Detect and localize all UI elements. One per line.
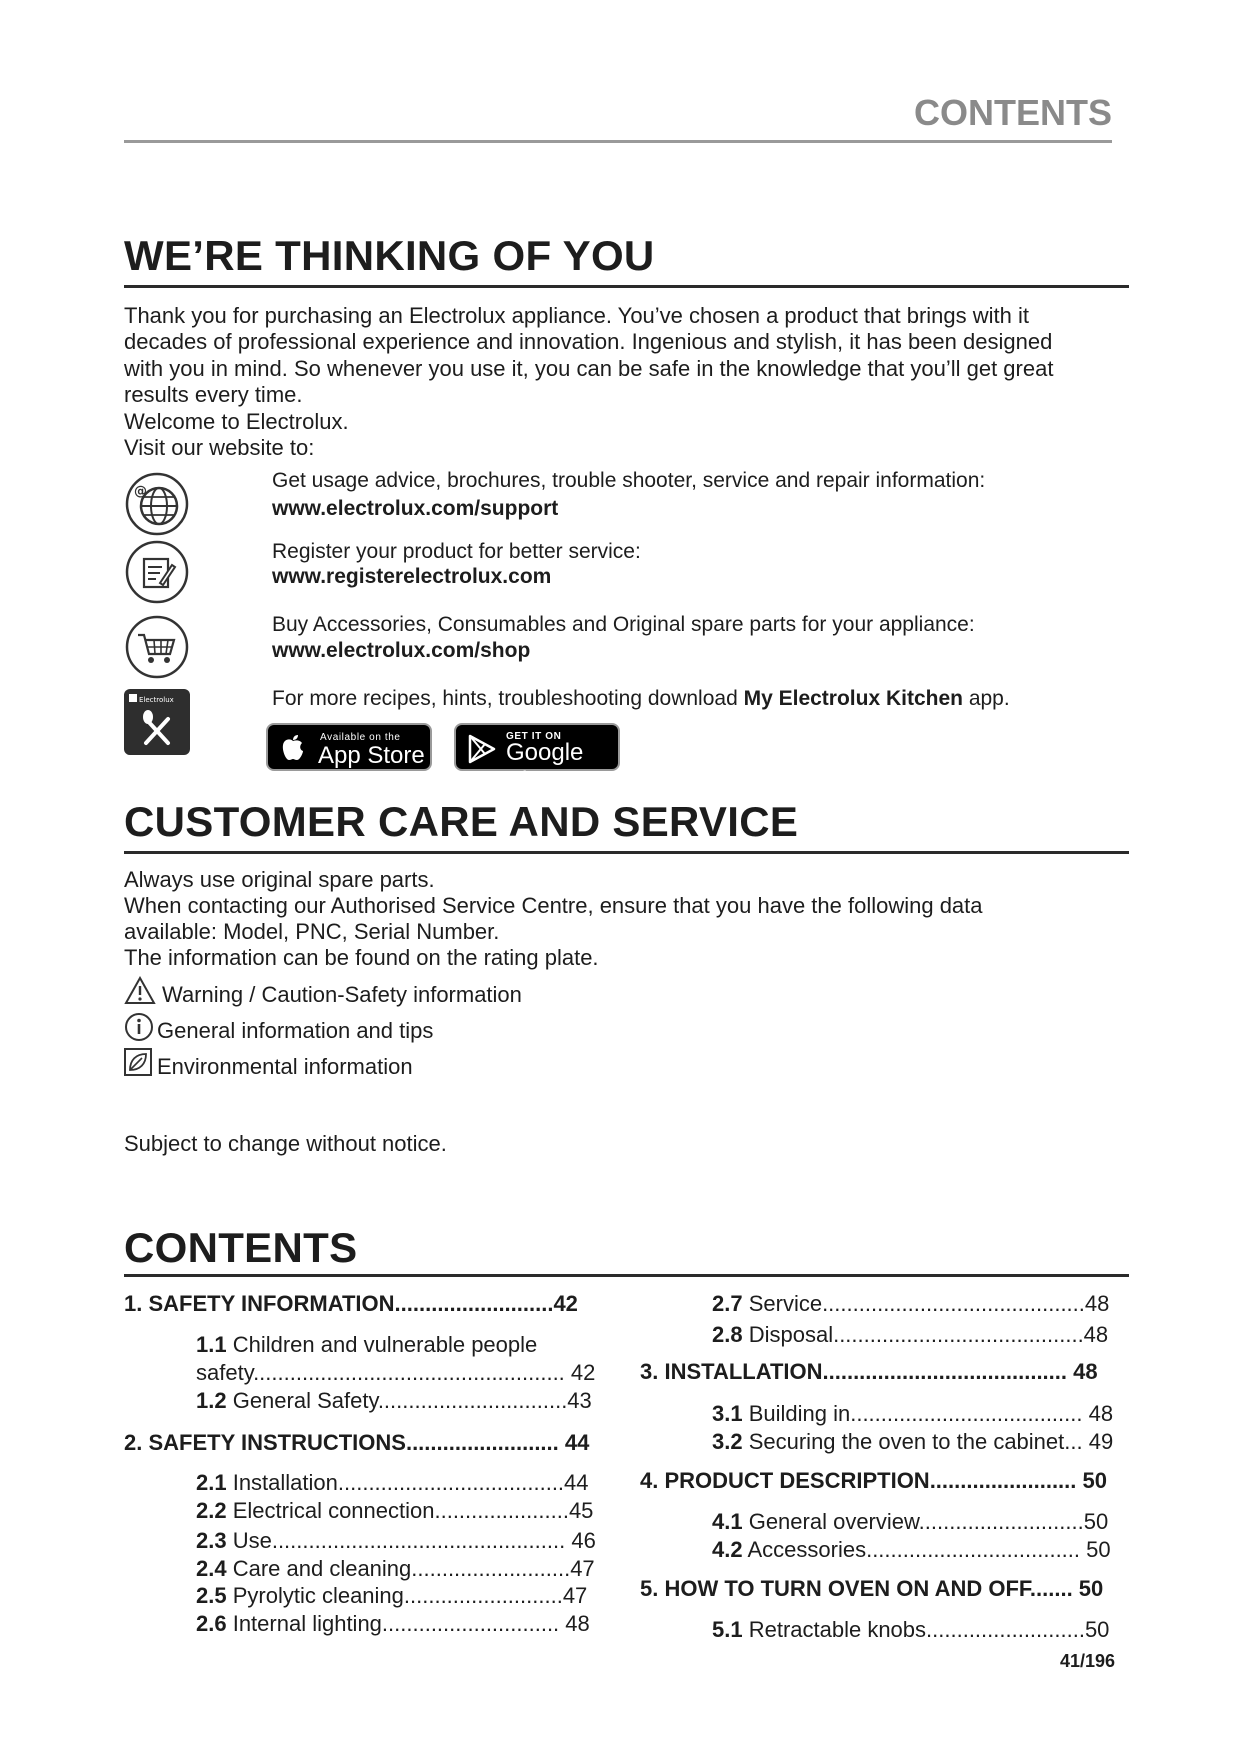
welcome-line: Welcome to Electrolux. <box>124 409 349 434</box>
svg-text:@: @ <box>134 484 147 499</box>
page-number: 41/196 <box>1060 1651 1116 1671</box>
care-line-4: The information can be found on the rating plate. <box>124 945 599 970</box>
service-support-text: Get usage advice, brochures, trouble shooter, service and repair information: <box>272 469 986 492</box>
care-heading-rule <box>124 851 1129 854</box>
toc-entry-2-2[interactable]: 2.2 Electrical connection......................45 <box>196 1498 594 1523</box>
toc-entry-3-1[interactable]: 3.1 Building in...................................... 48 <box>712 1401 1114 1426</box>
toc-entry-2-3[interactable]: 2.3 Use................................................ 46 <box>196 1528 596 1553</box>
intro-paragraph-line-3: with you in mind. So whenever you use it, you can be safe in the knowledge that you’ll get great <box>124 356 1054 381</box>
contents-heading-rule <box>124 1274 1129 1277</box>
legend-warning-text: Warning / Caution-Safety information <box>162 982 522 1007</box>
toc-entry-2-8[interactable]: 2.8 Disposal.........................................48 <box>712 1322 1109 1347</box>
toc-entry-2-6[interactable]: 2.6 Internal lighting............................. 48 <box>196 1611 590 1636</box>
running-header: CONTENTS <box>914 92 1112 133</box>
warning-triangle-icon <box>124 976 156 1006</box>
app-store-badge[interactable] <box>266 723 432 771</box>
toc-entry-1[interactable]: 1. SAFETY INFORMATION..........................42 <box>124 1291 578 1316</box>
app-name: My Electrolux Kitchen <box>743 687 963 710</box>
toc-entry-2-7[interactable]: 2.7 Service...........................................48 <box>712 1291 1110 1316</box>
support-link[interactable]: www.electrolux.com/support <box>272 497 559 520</box>
legend-environment-text: Environmental information <box>157 1054 413 1079</box>
toc-entry-4[interactable]: 4. PRODUCT DESCRIPTION........................ 50 <box>640 1468 1107 1493</box>
header-divider <box>124 140 1112 143</box>
toc-entry-4-2[interactable]: 4.2 Accessories................................... 50 <box>712 1537 1111 1562</box>
globe-web-icon <box>124 471 190 537</box>
intro-heading-rule <box>124 285 1129 288</box>
toc-entry-2[interactable]: 2. SAFETY INSTRUCTIONS......................... 44 <box>124 1430 590 1455</box>
visit-line: Visit our website to: <box>124 435 315 460</box>
app-download-text: For more recipes, hints, troubleshooting download My Electrolux Kitchen app. <box>272 687 1010 710</box>
toc-entry-1-2[interactable]: 1.2 General Safety...............................43 <box>196 1388 592 1413</box>
shopping-cart-icon <box>124 614 190 680</box>
toc-entry-2-4[interactable]: 2.4 Care and cleaning..........................47 <box>196 1556 595 1581</box>
app-store-big-text: App Store <box>318 742 425 769</box>
toc-entry-2-5[interactable]: 2.5 Pyrolytic cleaning..........................47 <box>196 1583 588 1608</box>
register-link[interactable]: www.registerelectrolux.com <box>272 565 552 588</box>
legend-info-text: General information and tips <box>157 1018 434 1043</box>
toc-entry-2-1[interactable]: 2.1 Installation.....................................44 <box>196 1470 589 1495</box>
environment-leaf-icon <box>124 1048 152 1076</box>
google-play-big-text: Google Play <box>506 739 584 794</box>
care-line-2: When contacting our Authorised Service Centre, ensure that you have the following data <box>124 893 983 918</box>
service-shop-text: Buy Accessories, Consumables and Original spare parts for your appliance: <box>272 613 975 636</box>
toc-entry-3-2[interactable]: 3.2 Securing the oven to the cabinet... 49 <box>712 1429 1114 1454</box>
intro-heading: WE’RE THINKING OF YOU <box>124 232 655 279</box>
info-circle-icon <box>124 1012 154 1042</box>
care-heading: CUSTOMER CARE AND SERVICE <box>124 798 799 845</box>
care-line-1: Always use original spare parts. <box>124 867 435 892</box>
toc-entry-5-1[interactable]: 5.1 Retractable knobs..........................50 <box>712 1617 1110 1642</box>
change-notice: Subject to change without notice. <box>124 1131 447 1156</box>
toc-entry-4-1[interactable]: 4.1 General overview...........................50 <box>712 1509 1109 1534</box>
contents-heading: CONTENTS <box>124 1224 358 1271</box>
google-play-small-text: GET IT ON <box>506 731 562 742</box>
apple-icon <box>280 734 306 762</box>
intro-paragraph-line-1: Thank you for purchasing an Electrolux appliance. You’ve chosen a product that brings with it <box>124 303 1029 328</box>
electrolux-kitchen-app-icon <box>124 689 190 755</box>
intro-paragraph-line-4: results every time. <box>124 382 303 407</box>
care-line-3: available: Model, PNC, Serial Number. <box>124 919 500 944</box>
shop-link[interactable]: www.electrolux.com/shop <box>272 639 531 662</box>
toc-entry-5[interactable]: 5. HOW TO TURN OVEN ON AND OFF....... 50 <box>640 1576 1104 1601</box>
toc-entry-1-1[interactable]: 1.1 Children and vulnerable people <box>196 1332 538 1357</box>
google-play-badge[interactable] <box>454 723 620 794</box>
toc-entry-1-1-cont[interactable]: safety................................................... 42 <box>196 1360 596 1385</box>
toc-entry-3[interactable]: 3. INSTALLATION........................................ 48 <box>640 1359 1098 1384</box>
app-store-small-text: Available on the <box>320 732 401 743</box>
service-register-text: Register your product for better service: <box>272 540 641 563</box>
register-form-icon <box>124 539 190 605</box>
intro-paragraph-line-2: decades of professional experience and innovation. Ingenious and stylish, it has been designed <box>124 329 1053 354</box>
google-play-icon <box>468 734 496 764</box>
app-icon-brand-text: Electrolux <box>139 696 174 704</box>
